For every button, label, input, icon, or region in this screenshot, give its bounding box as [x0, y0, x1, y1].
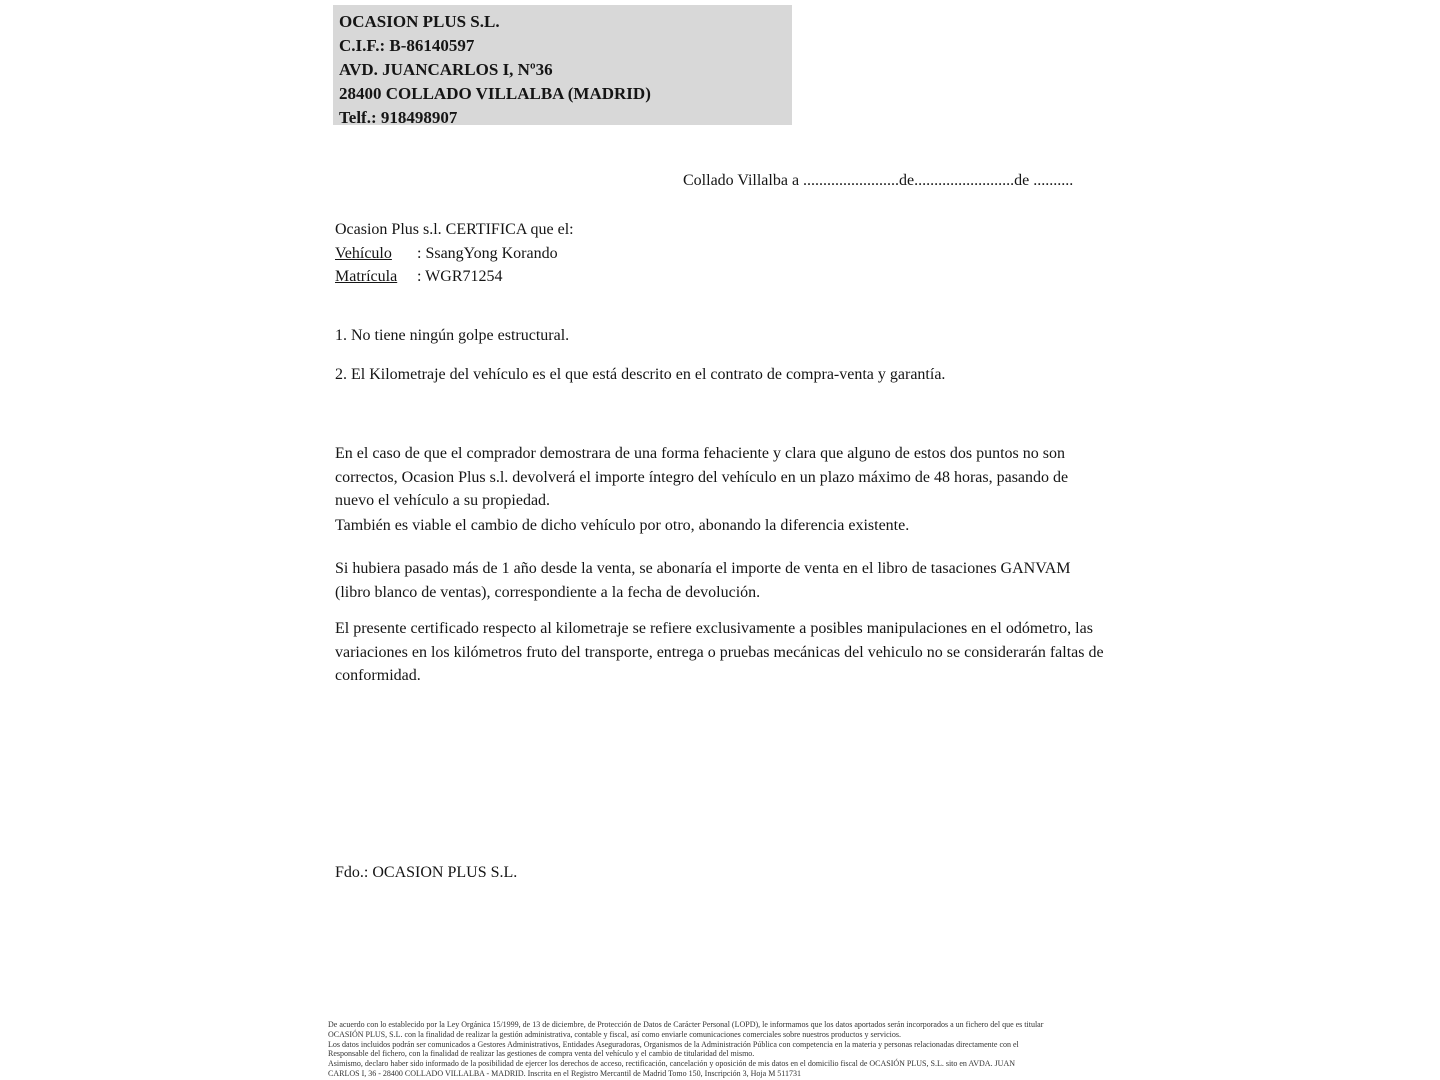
- company-cif: C.I.F.: B-86140597: [339, 36, 475, 55]
- plate-field-value: : WGR71254: [417, 268, 503, 285]
- legal-footer: [328, 1020, 1043, 1079]
- company-phone: Telf.: 918498907: [339, 108, 458, 127]
- legal-footer-line: Asimismo, declaro haber sido informado de la posibilidad de ejercer los derechos de acceso, rectificación, cancelación y oposición de mis datos en el domicilio fiscal de OCASIÓN PLUS, S.L. sito en AVDA. JUAN: [328, 1059, 1016, 1069]
- certified-point-1: 1. No tiene ningún golpe estructural.: [335, 327, 570, 344]
- company-city: 28400 COLLADO VILLALBA (MADRID): [339, 84, 651, 103]
- legal-footer-line: OCASIÓN PLUS, S.L. con la finalidad de realizar la gestión administrativa, contable y fiscal, así como enviarle comunicaciones comerciales sobre nuestros productos y servicios.: [328, 1029, 901, 1039]
- vehicle-field-label: Vehículo: [335, 244, 392, 262]
- certification-block: [335, 218, 574, 289]
- paragraph-ganvam-valuation: Si hubiera pasado más de 1 año desde la venta, se abonaría el importe de venta en el libro de tasaciones GANVAM (libro blanco de ventas), correspondiente a la fecha de devolución.: [335, 560, 1071, 601]
- company-header-block: [333, 5, 792, 125]
- vehicle-field-value: : SsangYong Korando: [417, 244, 558, 262]
- plate-field: [335, 265, 574, 289]
- plate-field-label: Matrícula: [335, 268, 398, 285]
- company-name: OCASION PLUS S.L.: [339, 12, 500, 31]
- paragraph-refund-terms: En el caso de que el comprador demostrara de una forma fehaciente y clara que alguno de estos dos puntos no son correctos, Ocasion Plus s.l. devolverá el importe íntegro del vehículo en un plazo máximo de 48 horas, pasando de nuevo el vehículo a su propiedad.: [335, 445, 1069, 509]
- paragraph-odometer-scope: El presente certificado respecto al kilometraje se refiere exclusivamente a posibles manipulaciones en el odómetro, las variaciones en los kilómetros fruto del transporte, entrega o pruebas mecánicas del vehiculo no se considerarán faltas de conformidad.: [335, 620, 1104, 684]
- date-fill-in-line: Collado Villalba a ........................de.........................de ..........: [683, 172, 1074, 189]
- legal-footer-line: Responsable del fichero, con la finalidad de realizar las gestiones de compra venta del vehículo y el cambio de titularidad del mismo.: [328, 1049, 755, 1059]
- company-address: AVD. JUANCARLOS I, Nº36: [339, 60, 553, 79]
- certifica-intro: Ocasion Plus s.l. CERTIFICA que el:: [335, 221, 574, 238]
- certified-point-2: 2. El Kilometraje del vehículo es el que está descrito en el contrato de compra-venta y garantía.: [335, 366, 946, 383]
- signature-line: Fdo.: OCASION PLUS S.L.: [335, 864, 518, 881]
- legal-footer-line: Los datos incluidos podrán ser comunicados a Gestores Administrativos, Entidades Aseguradoras, Organismos de la Administración Pública con competencia en la materia y personas relacionadas directamente con el: [328, 1039, 1019, 1049]
- legal-footer-line: De acuerdo con lo establecido por la Ley Orgánica 15/1999, de 13 de diciembre, de Protección de Datos de Carácter Personal (LOPD), le informamos que los datos aportados serán incorporados a un fichero del que es titular: [328, 1020, 1044, 1029]
- vehicle-field: [335, 242, 574, 266]
- legal-footer-line: CARLOS I, 36 - 28400 COLLADO VILLALBA - MADRID. Inscrita en el Registro Mercantil de Madrid Tomo 150, Inscripción 3, Hoja M 511731: [328, 1068, 802, 1078]
- paragraph-exchange-option: También es viable el cambio de dicho vehículo por otro, abonando la diferencia existente.: [335, 517, 910, 534]
